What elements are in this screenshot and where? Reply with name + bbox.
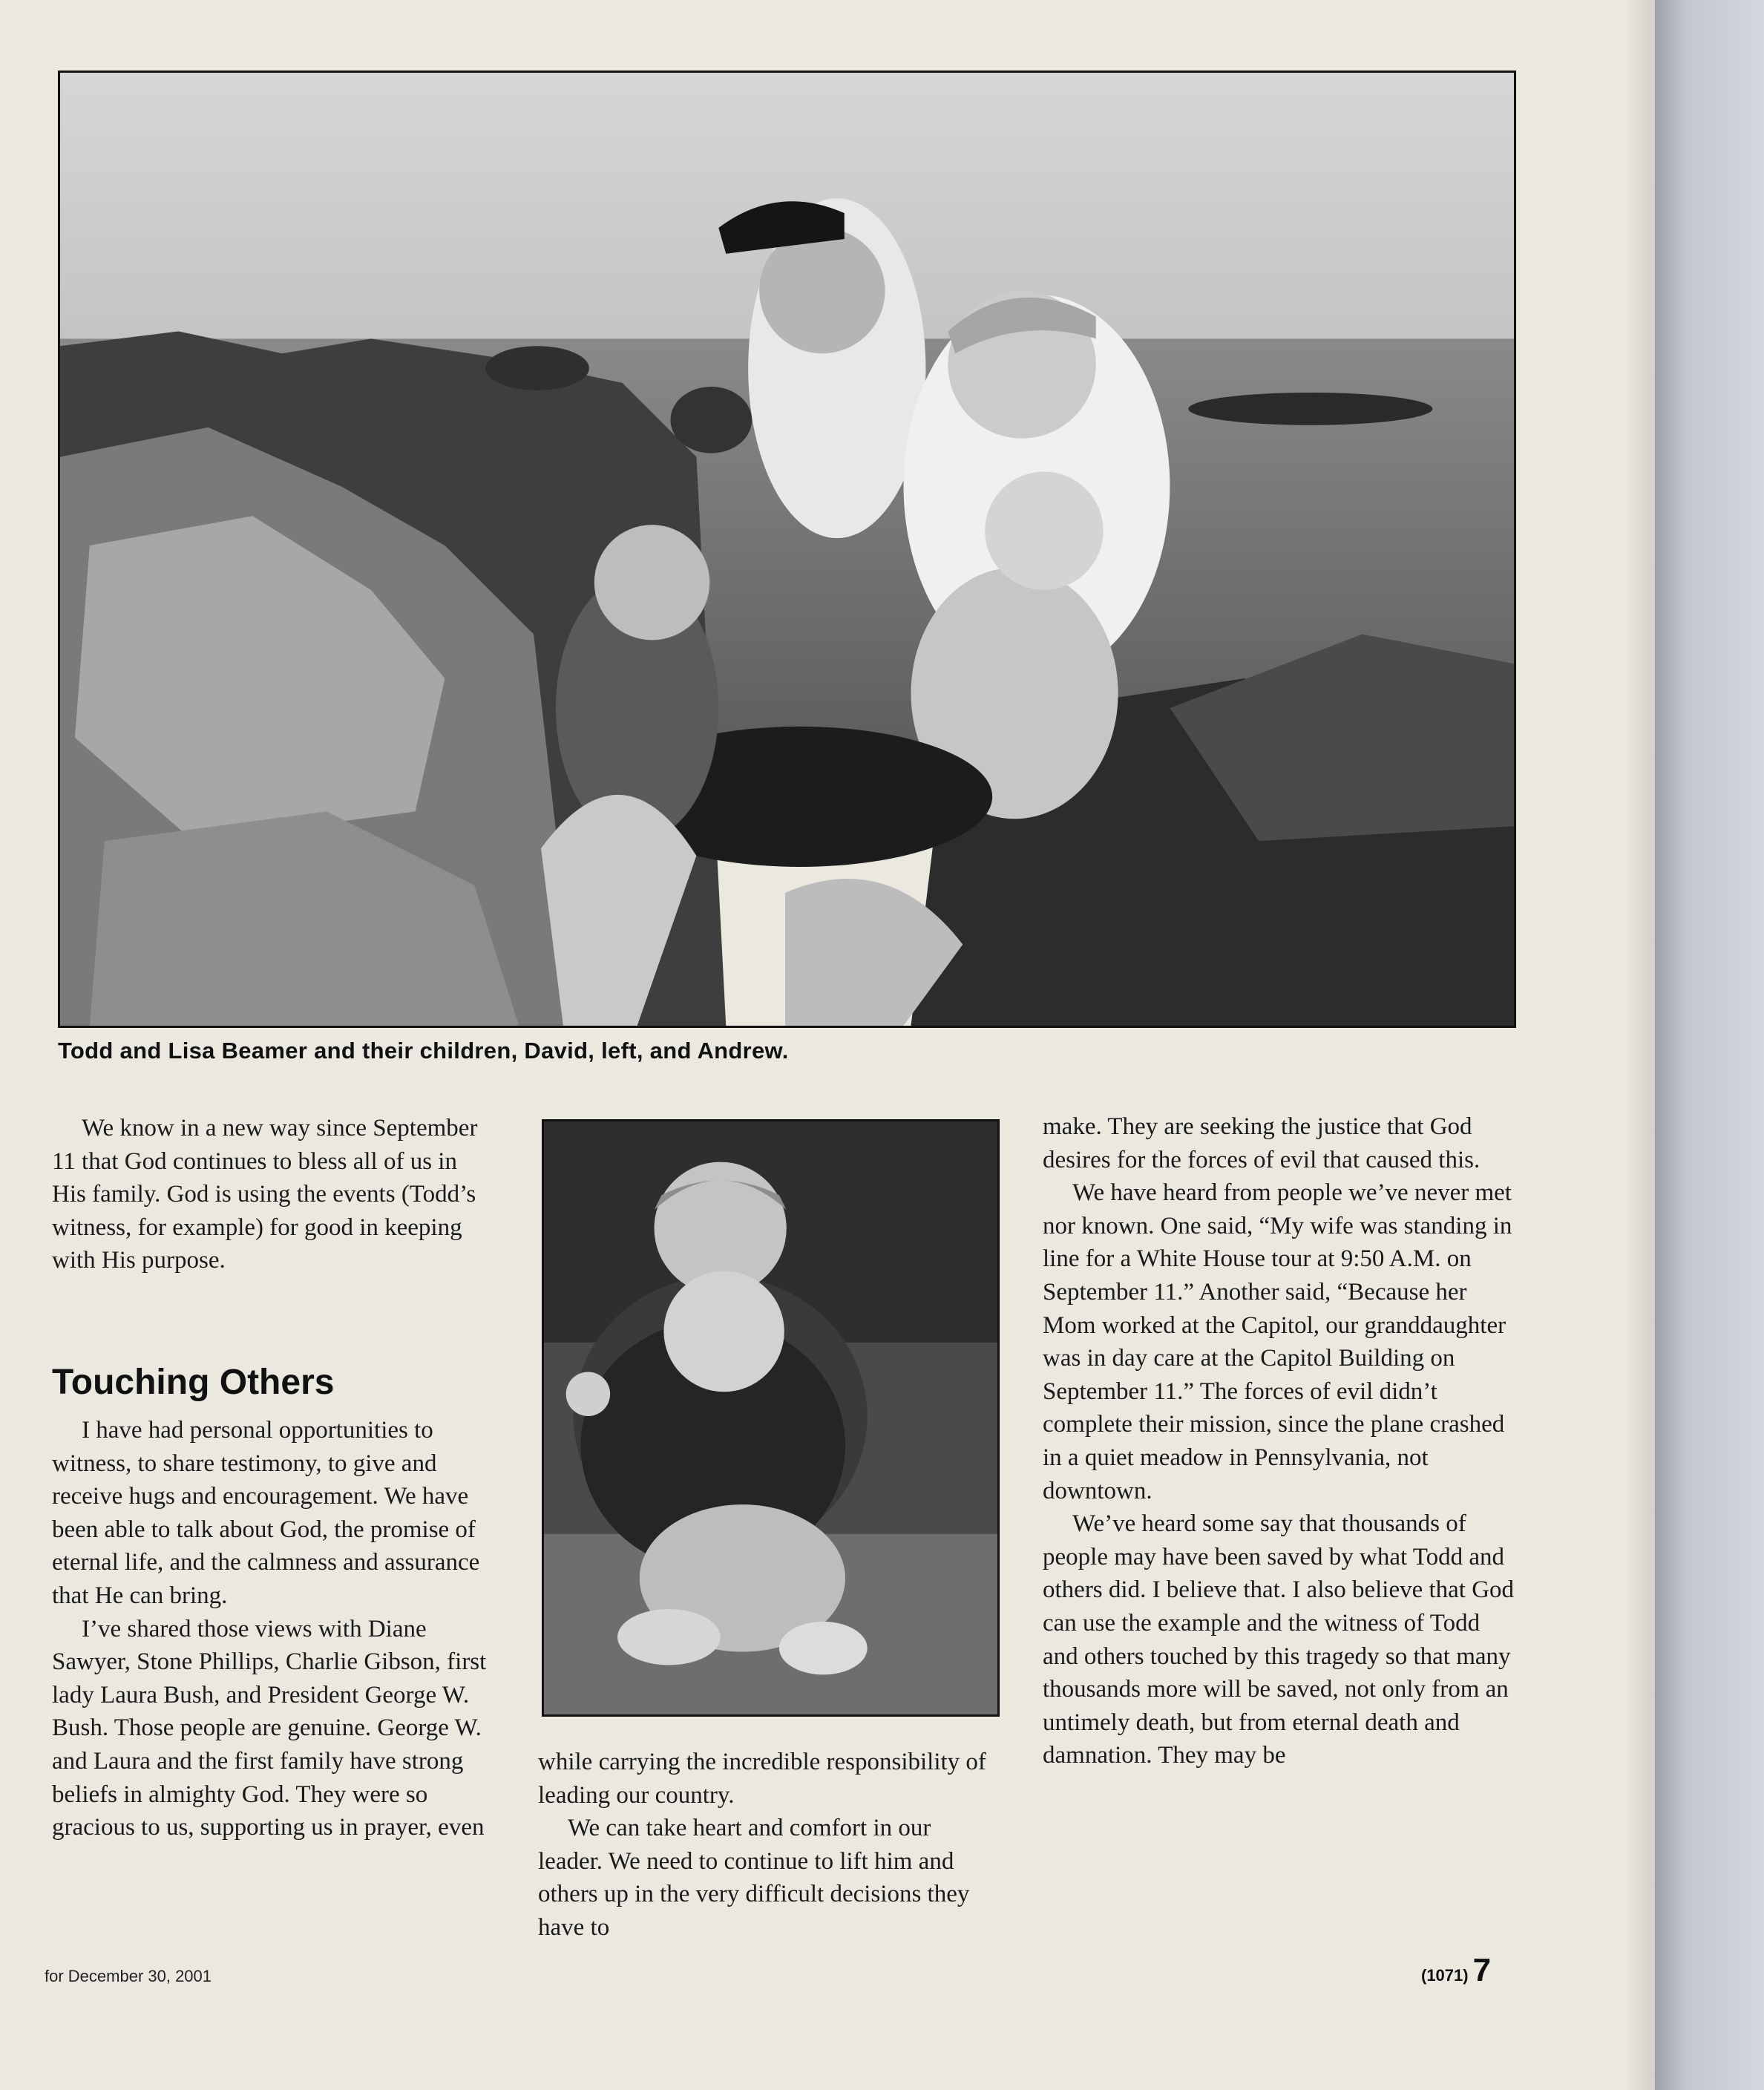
column-3-body: [1043, 1110, 1518, 1772]
paragraph: I’ve shared those views with Diane Sawyer, Stone Phillips, Charlie Gibson, first lady Laura Bush, and President George W. Bush. Those people are genuine. George W. and Laura and the first family have strong beliefs in almighty God. They were so gracious to us, supporting us in prayer, even: [52, 1615, 487, 1841]
column-1-body: [52, 1414, 497, 1844]
paragraph: while carrying the incredible responsibility of leading our country.: [538, 1749, 986, 1809]
paragraph: We can take heart and comfort in our leader. We need to continue to lift him and others up in the very difficult decisions they have to: [538, 1815, 970, 1941]
paragraph: We know in a new way since September 11 that God continues to bless all of us in His family. God is using the events (Todd’s witness, for example) for good in keeping with His purpose.: [52, 1115, 478, 1274]
paragraph: make. They are seeking the justice that God desires for the forces of evil that caused this.: [1043, 1113, 1481, 1173]
paragraph: We have heard from people we’ve never met nor known. One said, “My wife was standing in line for a White House tour at 9:50 A.M. on September 11.” Another said, “Because her Mom worked at the Capitol, our granddaughter was in day care at the Capitol Building on September 11.” The forces of evil didn’t complete their mission, since the plane crashed in a quiet meadow in Pennsylvania, not downtown.: [1043, 1179, 1512, 1504]
section-heading: Touching Others: [52, 1363, 335, 1402]
children-photo-image: [544, 1121, 997, 1714]
page-folio: [1421, 1952, 1491, 1989]
page-number: 7: [1472, 1952, 1492, 1988]
column-2-body: [538, 1746, 998, 1945]
background-page-edge: [1655, 0, 1764, 2090]
page-code: (1071): [1421, 1966, 1469, 1985]
family-photo-image: [60, 73, 1514, 1026]
paragraph: We’ve heard some say that thousands of people may have been saved by what Todd and others did. I believe that. I also believe that God can use the example and the witness of Todd and others touched by this tragedy so that many thousands more will be saved, not only from an untimely death, but from eternal death and damnation. They may be: [1043, 1510, 1515, 1769]
column-1-intro: [52, 1112, 497, 1277]
children-photo: [542, 1119, 1000, 1717]
paragraph: I have had personal opportunities to witness, to share testimony, to give and receive hugs and encouragement. We have been able to talk about God, the promise of eternal life, and the calmness and assurance that He can bring.: [52, 1417, 480, 1609]
issue-date: for December 30, 2001: [45, 1967, 212, 1985]
photo-caption: Todd and Lisa Beamer and their children, David, left, and Andrew.: [58, 1038, 789, 1064]
family-photo: [58, 71, 1516, 1028]
